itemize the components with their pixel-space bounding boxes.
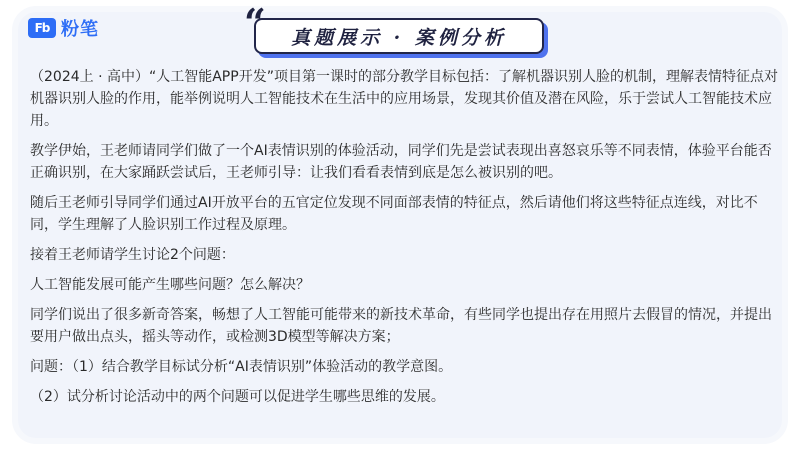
- paragraph-intro: （2024上 · 高中）“人工智能APP开发”项目第一课时的部分教学目标包括：了解机器识别人脸的机制，理解表情特征点对机器识别人脸的作用，能举例说明人工智能技术在生活中的应用场景，发现其价值及潜在风险，乐于尝试人工智能技术应用。: [30, 69, 778, 129]
- section-title-box: [254, 18, 544, 54]
- section-title: 真题展示 · 案例分析: [291, 26, 507, 49]
- paragraph-discussion-question: 人工智能发展可能产生哪些问题？怎么解决？: [30, 277, 310, 293]
- paragraph-activity: 教学伊始，王老师请同学们做了一个AI表情识别的体验活动，同学们先是尝试表现出喜怒哀乐等不同表情，体验平台能否正确识别，在大家踊跃尝试后，王老师引导：让我们看看表情到底是怎么被识别的吧。: [30, 143, 772, 181]
- case-content: [30, 66, 782, 416]
- question-2: （2）试分析讨论活动中的两个问题可以促进学生哪些思维的发展。: [30, 389, 445, 405]
- brand-logo-mark: Fb: [28, 18, 56, 38]
- paragraph-student-answers: 同学们说出了很多新奇答案，畅想了人工智能可能带来的新技术革命，有些同学也提出存在用照片去假冒的情况，并提出要用户做出点头，摇头等动作，或检测3D模型等解决方案；: [30, 307, 772, 345]
- brand-logo: [28, 16, 99, 40]
- paragraph-discussion-intro: 接着王老师请学生讨论2个问题：: [30, 247, 235, 263]
- quote-mark-icon: “: [244, 0, 266, 45]
- paragraph-feature-points: 随后王老师引导同学们通过AI开放平台的五官定位发现不同面部表情的特征点，然后请他们将这些特征点连线，对比不同，学生理解了人脸识别工作过程及原理。: [30, 195, 758, 233]
- brand-name: 粉笔: [61, 19, 99, 40]
- section-title-banner: [244, 0, 548, 52]
- question-1: 问题：（1）结合教学目标试分析“AI表情识别”体验活动的教学意图。: [30, 359, 453, 375]
